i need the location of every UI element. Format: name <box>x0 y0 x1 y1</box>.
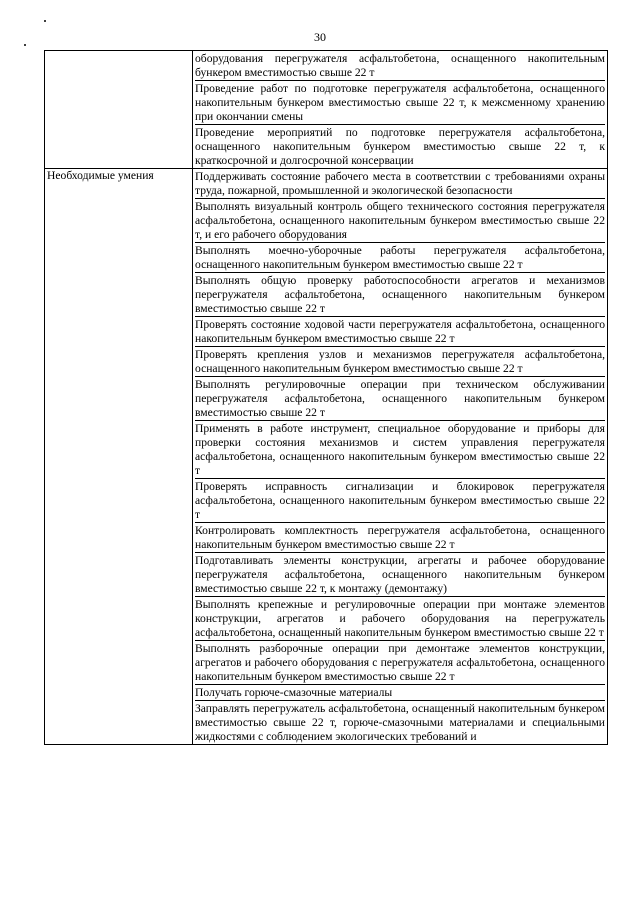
list-item: Выполнять крепежные и регулировочные операции при монтаже элементов конструкции, агрегатов и рабочего оборудования на перегружатель асфальтобетона, оснащенный накопительным бункером вместимостью свыше 22 т <box>195 598 605 639</box>
table-row-continuation <box>45 51 608 169</box>
list-item: Выполнять общую проверку работоспособности агрегатов и механизмов перегружателя асфальтобетона, оснащенного накопительным бункером вместимостью свыше 22 т <box>195 274 605 315</box>
list-item: Применять в работе инструмент, специальное оборудование и приборы для проверки состояния механизмов и систем управления перегружателя асфальтобетона, оснащенного накопительным бункером вместимостью свыше 22 т <box>195 422 605 477</box>
list-item: Проверять исправность сигнализации и блокировок перегружателя асфальтобетона, оснащенного накопительным бункером вместимостью свыше 22 т <box>195 480 605 521</box>
list-item: Проведение работ по подготовке перегружателя асфальтобетона, оснащенного накопительным бункером вместимостью свыше 22 т, к межсменному хранению при окончании смены <box>195 82 605 123</box>
list-item: оборудования перегружателя асфальтобетона, оснащенного накопительным бункером вместимостью свыше 22 т <box>195 52 605 79</box>
scan-speck <box>44 20 46 22</box>
list-item: Контролировать комплектность перегружателя асфальтобетона, оснащенного накопительным бункером вместимостью свыше 22 т <box>195 524 605 551</box>
row-content <box>193 169 608 745</box>
row-label-empty <box>45 51 193 169</box>
list-item: Выполнять моечно-уборочные работы перегружателя асфальтобетона, оснащенного накопительным бункером вместимостью свыше 22 т <box>195 244 605 271</box>
row-label-skills: Необходимые умения <box>45 169 193 745</box>
list-item: Проведение мероприятий по подготовке перегружателя асфальтобетона, оснащенного накопительным бункером вместимостью свыше 22 т, к краткосрочной и долгосрочной консервации <box>195 126 605 167</box>
list-item: Проверять крепления узлов и механизмов перегружателя асфальтобетона, оснащенного накопительным бункером вместимостью свыше 22 т <box>195 348 605 375</box>
list-item: Заправлять перегружатель асфальтобетона, оснащенный накопительным бункером вместимостью свыше 22 т, горюче-смазочными материалами и специальными жидкостями с соблюдением экологических требований и <box>195 702 605 743</box>
list-item: Получать горюче-смазочные материалы <box>195 685 605 701</box>
page-number: 30 <box>314 30 326 44</box>
list-item: Подготавливать элементы конструкции, агрегаты и рабочее оборудование перегружателя асфальтобетона, оснащенного накопительным бункером вместимостью свыше 22 т, к монтажу (демонтажу) <box>195 554 605 595</box>
row-content <box>193 51 608 169</box>
list-item: Выполнять регулировочные операции при техническом обслуживании перегружателя асфальтобетона, оснащенного накопительным бункером вместимостью свыше 22 т <box>195 378 605 419</box>
requirements-table <box>44 50 608 745</box>
list-item: Проверять состояние ходовой части перегружателя асфальтобетона, оснащенного накопительным бункером вместимостью свыше 22 т <box>195 318 605 345</box>
list-item: Поддерживать состояние рабочего места в соответствии с требованиями охраны труда, пожарной, промышленной и экологической безопасности <box>195 170 605 197</box>
table-row-skills <box>45 169 608 745</box>
list-item: Выполнять визуальный контроль общего технического состояния перегружателя асфальтобетона, оснащенного накопительным бункером вместимостью свыше 22 т, и его рабочего оборудования <box>195 200 605 241</box>
list-item: Выполнять разборочные операции при демонтаже элементов конструкции, агрегатов и рабочего оборудования с перегружателя асфальтобетона, оснащенного накопительным бункером вместимостью свыше 22 т <box>195 642 605 683</box>
